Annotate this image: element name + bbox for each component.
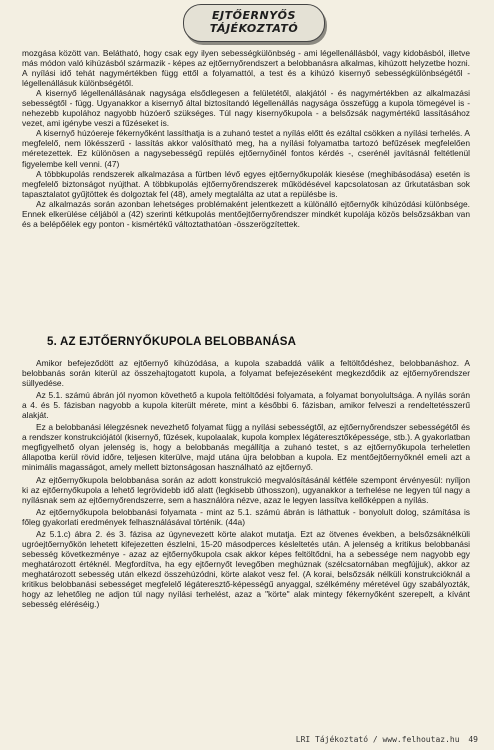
body-text-section <box>22 358 470 611</box>
paragraph-8: Ez a belobbanási lélegzésnek nevezhető folyamat függ a nyílási sebességtől, az ejtőernyőrendszer sebességétől és a rendszer konstrukciójától (kisernyő, fűzések, kupolaalak, kupola komplex légáteresztőképessége, stb.). A gyakorlatban megfigyelhető olyan jelenség is, hogy a belobbanás megállítja a zuhanó testet, s az ejtőernyőkupola terheletlen állapotba kerül rövid időre, teljesen kiterülve, majd utána újra belobban a kupola. Ez mentőejtőernyőknél emeli azt a minimális magasságot, amely mellett biztonságosan használható az ejtőernyő. <box>22 422 470 473</box>
page-number: 49 <box>468 735 478 744</box>
header-badge <box>183 4 325 42</box>
paragraph-11: Az 5.1.c) ábra 2. és 3. fázisa az úgynevezett körte alakot mutatja. Ezt az ötvenes években, a belsőzsáknélküli ugróejtőernyőkön lehetett kifejezetten észlelni, 15-20 másodperces késleltetés után. A jelenség a kritikus belobbanási sebesség következménye - azaz az ejtőernyőkupola csak akkor képes feltöltődni, ha a sebessége nem nagyobb egy meghatározott értéknél. Megfordítva, ha egy ejtőernyőt levegőben meghúznak (szélcsatornában megfújjuk), akkor az meghatározott sebesség után elkezd összehúzódni, körte alakot vesz fel. (A korai, belsőzsák nélküli konstrukcióknál a kritikus belobbanási sebességet megfelelő légáteresztő-képességű anyaggal, szélkémény méretével ügy szabályozták, hogy az lehetőleg ne adjon túl nagy nyílási terhelést, azaz a "körte" alak mintegy fékernyőként szerepelt, a kívánt sebesség eléréséig.) <box>22 528 470 610</box>
paragraph-4: A többkupolás rendszerek alkalmazása a fürtben lévő egyes ejtőernyőkupolák kiesése (meghibásodása) esetén is megfelelő biztonságot nyújthat. A többkupolás ejtőernyőrendszerek működésével kapcsolatosan az űrkutatásban sok tapasztalatot gyűjtöttek és dolgoztak fel (48), amely megtalálta az utat a repülésbe is. <box>22 168 470 199</box>
body-text-top <box>22 48 470 229</box>
paragraph-7: Az 5.1. számú ábrán jól nyomon követhető a kupola feltöltődési folyamata, a folyamat bonyolultsága. A nyílás során a 4. és 5. fázisban nagyobb a kupola kiterült mérete, mint a későbbi 6. fázisban, amikor felveszi a rendeltetésszerű alakját. <box>22 390 470 421</box>
paragraph-3: A kisernyő húzóereje fékernyőként lassíthatja is a zuhanó testet a nyílás előtt és ezáltal csökken a nyílási terhelés. A megfelelő, nem lökésszerű - lassítás akkor valósítható meg, ha a nyílási folyamatba tartozó befűzések megfelelően méretezettek. Ez különösen a nagysebességű repülés ejtőernyőinél fontos kérdés -, cserénél javításnál feltétlenül figyelembe kell venni. (47) <box>22 128 470 169</box>
section-title: 5. AZ EJTŐERNYŐKUPOLA BELOBBANÁSA <box>47 336 297 348</box>
header-title-line2: TÁJÉKOZTATÓ <box>209 22 299 35</box>
paragraph-6: Amikor befejeződött az ejtőernyő kihúzódása, a kupola szabaddá válik a feltöltődéshez, belobbanáshoz. A belobbanás során kiterül az összehajtogatott kupola, a folyamat befejezéseként megkezdődik az ejtőernyőrendszer süllyedése. <box>22 358 470 389</box>
page-footer <box>296 735 478 744</box>
paragraph-1: mozgása között van. Belátható, hogy csak egy ilyen sebességkülönbség - ami légellenállásból, vagy kidobásból, illetve más módon való kihúzásból származik - képes az ejtőernyőrendszert a belobbanásra alkalmas, kihúzott helyzetbe hozni. A nyílási idő tehát nagymértékben függ ettől a folyamattól, a test és a kihúzó kisernyő sebességkülönbségétől - légellenállásuk különbségétől. <box>22 48 470 89</box>
paragraph-2: A kisernyő légellenállásának nagysága elsődlegesen a felületétől, alakjától - és nagymértékben az alkalmazási sebességtől - függ. Ugyanakkor a kisernyő által biztosítandó légellenállás nagysága összefügg a kupola tömegével is - nehezebb kupolához nagyobb húzóerő szükséges. Túl nagy kisernyőkupola - a belsőzsák nagymértékű lassításához vezet, ami igénybe veszi a fűzéseket is. <box>22 88 470 129</box>
paragraph-5: Az alkalmazás során azonban lehetséges problémaként jelentkezett a különálló ejtőernyők kihúzódási különbsége. Ennek elkerülése céljából a (42) szerinti kétkupolás mentőejtőernyőrendszer mindkét kupolája közös belsőzsákban van és a belépőélek egy ponton - kismértékű változtathatóan -összerögzítettek. <box>22 198 470 229</box>
paragraph-9: Az ejtőernyőkupola belobbanása során az adott konstrukció megvalósításánál kétféle szempont érvényesül: nyíljon ki az ejtőernyőkupola a lehető legrövidebb idő alatt (legkisebb úthosszon), ugyanakkor a terhelése ne legyen túl nagy a nyílásnak sem az ejtőernyőrendszerre, sem a használóra nézve, azaz le legyen lassítva kellőképpen a nyílás. <box>22 474 470 505</box>
paragraph-10: Az ejtőernyőkupola belobbanási folyamata - mint az 5.1. számú ábrán is láthattuk - bonyolult dolog, számítása is főleg gyakorlati eredmények felhasználásával történik. (44a) <box>22 506 470 527</box>
header-title-line1: EJTŐERNYŐS <box>212 9 296 22</box>
footer-source: LRI Tájékoztató / www.felhoutaz.hu <box>295 735 460 744</box>
